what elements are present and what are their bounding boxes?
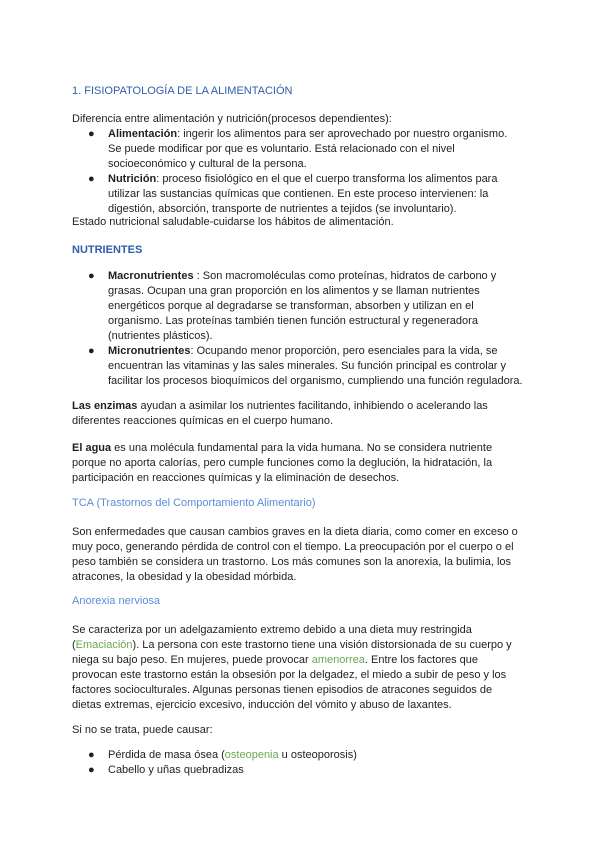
list-item-nutricion [108, 172, 497, 187]
term-micronutrientes: Micronutrientes [108, 345, 191, 357]
paragraph-consecuencias: Si no se trata, puede causar: [72, 724, 213, 736]
paragraph-line [72, 638, 512, 653]
paragraph-line: Son enfermedades que causan cambios graves en la dieta diaria, como comer en exceso o [72, 526, 518, 538]
bullet-marker: ● [88, 764, 95, 776]
paragraph-text: . Entre los factores que [364, 654, 479, 666]
bullet-marker: ● [88, 270, 95, 282]
bullet-marker: ● [88, 345, 95, 357]
paragraph-text: niega su bajo peso. En mujeres, puede provocar [72, 654, 312, 666]
highlight-osteopenia: osteopenia [224, 749, 279, 761]
paragraph-enzimas [72, 399, 488, 414]
bullet-marker: ● [88, 128, 95, 140]
paragraph-line: Se caracteriza por un adelgazamiento extremo debido a una dieta muy restringida [72, 624, 472, 636]
term-alimentacion: Alimentación [108, 128, 178, 140]
paragraph-text: es una molécula fundamental para la vida humana. No se considera nutriente [111, 442, 493, 454]
paragraph-line: provocan este trastorno están la obsesión por la delgadez, el miedo a subir de peso y los [72, 669, 507, 681]
paragraph-line: factores socioculturales. Algunas personas tienen episodios de atracones seguidos de [72, 684, 493, 696]
list-item-text: : proceso fisiológico en el que el cuerpo transforma los alimentos para [156, 173, 498, 185]
paragraph-line [72, 653, 478, 668]
list-item-text: : Ocupando menor proporción, pero esenciales para la vida, se [190, 345, 498, 357]
list-item-line: utilizar las sustancias químicas que contienen. En este proceso intervienen: la [108, 188, 489, 200]
section-heading-nutrientes: NUTRIENTES [72, 244, 143, 256]
paragraph-closing: Estado nutricional saludable-cuidarse los hábitos de alimentación. [72, 216, 394, 228]
paragraph-line: atracones, la obesidad y la obesidad mórbida. [72, 571, 297, 583]
list-item-line: (nutrientes plásticos). [108, 330, 213, 342]
list-item-text: Pérdida de masa ósea ( [108, 749, 225, 761]
highlight-amenorrea: amenorrea [311, 654, 365, 666]
list-item-text: u osteoporosis) [278, 749, 357, 761]
list-item-text: : ingerir los alimentos para ser aprovechado por nuestro organismo. [177, 128, 508, 140]
paragraph-line: participación en reacciones químicas y la eliminación de desechos. [72, 472, 400, 484]
list-item-line: socioeconómico y cultural de la persona. [108, 158, 307, 170]
list-item-cabello-unas: Cabello y uñas quebradizas [108, 764, 244, 776]
list-item-alimentacion [108, 127, 507, 142]
highlight-emaciacion: Emaciación [75, 639, 133, 651]
paragraph-text: ). La persona con este trastorno tiene una visión distorsionada de su cuerpo y [132, 639, 512, 651]
paragraph-intro: Diferencia entre alimentación y nutrición(procesos dependientes): [72, 113, 392, 125]
term-nutricion: Nutrición [108, 173, 157, 185]
paragraph-line: diferentes reacciones químicas en el cuerpo humano. [72, 415, 334, 427]
list-item-line: organismo. Las proteínas también tienen función estructural y regeneradora [108, 315, 478, 327]
bullet-marker: ● [88, 173, 95, 185]
paragraph-line: dietas extremas, ejercicio excesivo, inducción del vómito y abuso de laxantes. [72, 699, 452, 711]
bullet-marker: ● [88, 749, 95, 761]
term-agua: El agua [72, 442, 112, 454]
paragraph-agua [72, 441, 492, 456]
list-item-line: grasas. Ocupan una gran proporción en los alimentos y se llaman nutrientes [108, 285, 480, 297]
section-heading-tca: TCA (Trastornos del Comportamiento Alimentario) [72, 497, 316, 509]
paragraph-line: muy poco, generando pérdida de control con el tiempo. La preocupación por el cuerpo o el [72, 541, 514, 553]
list-item-text: : Son macromoléculas como proteínas, hidratos de carbono y [193, 270, 497, 282]
paragraph-text: ayudan a asimilar los nutrientes facilitando, inhibiendo o acelerando las [137, 400, 488, 412]
list-item-macronutrientes [108, 269, 496, 284]
list-item-line: Se puede modificar por que es voluntario. Está relacionado con el nivel [108, 143, 455, 155]
list-item-line: digestión, absorción, transporte de nutrientes a tejidos (se involuntario). [108, 203, 457, 215]
paragraph-line: porque no aporta calorías, pero cumple funciones como la deglución, la hidratación, la [72, 457, 493, 469]
paragraph-text: ( [72, 639, 76, 651]
list-item-micronutrientes [108, 344, 497, 359]
list-item-line: facilitar los procesos bioquímicos del organismo, cumpliendo una función reguladora. [108, 375, 523, 387]
paragraph-line: peso también se considera un trastorno. Los más comunes son la anorexia, la bulimia, los [72, 556, 512, 568]
section-heading-anorexia: Anorexia nerviosa [72, 595, 161, 607]
term-macronutrientes: Macronutrientes [108, 270, 194, 282]
list-item-line: energéticos porque al degradarse se transforman, absorben y utilizan en el [108, 300, 474, 312]
list-item-masa-osea [108, 748, 357, 763]
list-item-line: encuentran las vitaminas y las sales minerales. Su función principal es controlar y [108, 360, 507, 372]
term-enzimas: Las enzimas [72, 400, 138, 412]
section-heading-fisiopatologia: 1. FISIOPATOLOGÍA DE LA ALIMENTACIÓN [72, 85, 293, 97]
